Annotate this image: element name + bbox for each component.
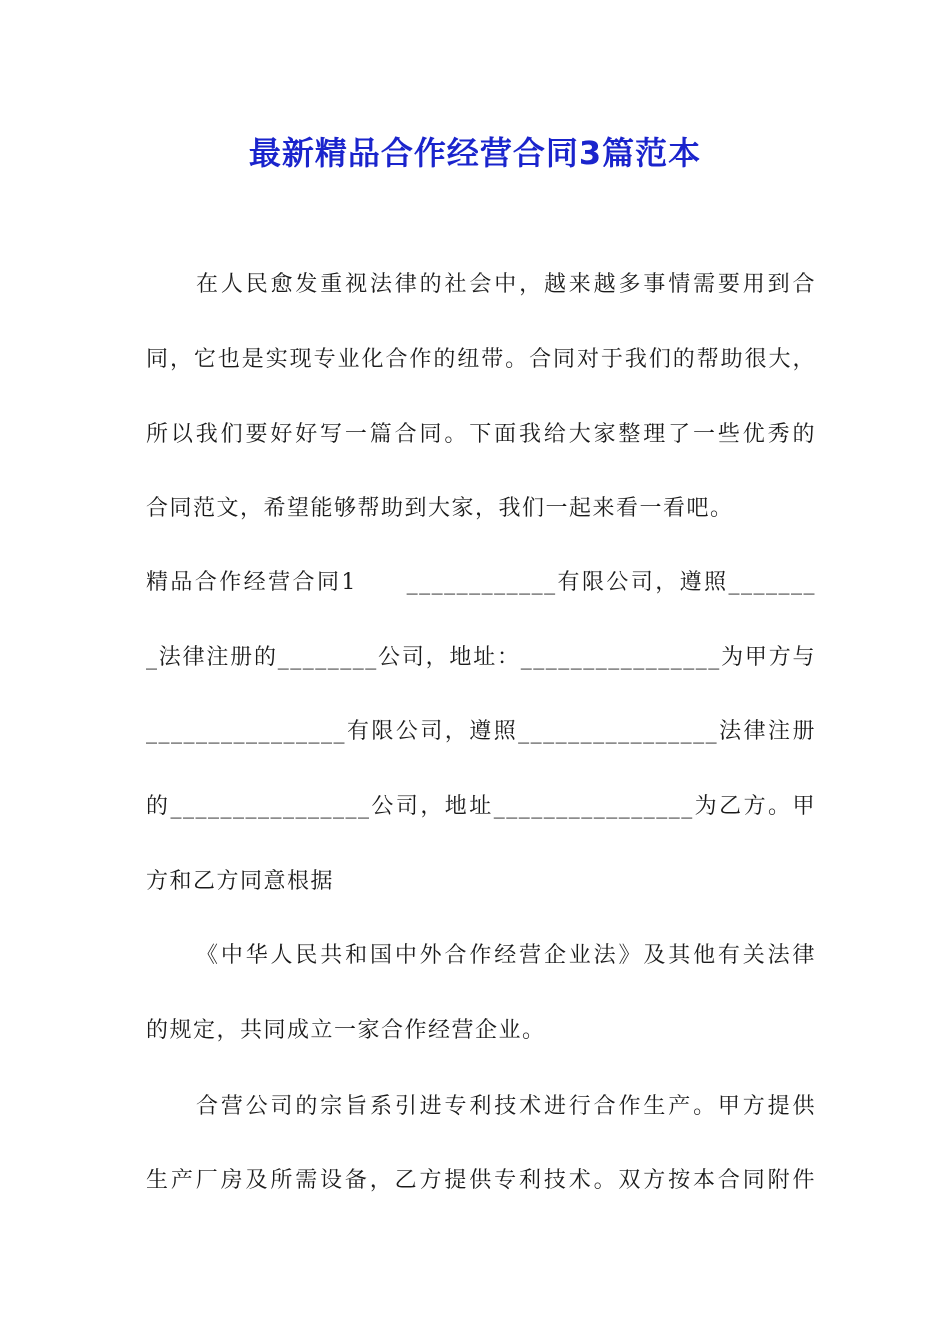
paragraph-line: 的________________公司，地址________________为乙方。甲 [146, 794, 816, 819]
paragraph-line: 所以我们要好好写一篇合同。下面我给大家整理了一些优秀的 [146, 422, 816, 447]
document-title: 最新精品合作经营合同3篇范本 [248, 134, 702, 172]
paragraph-line: 的规定，共同成立一家合作经营企业。 [146, 1018, 546, 1043]
paragraph-line: 合同范文，希望能够帮助到大家，我们一起来看一看吧。 [146, 496, 734, 521]
paragraph-line: 合营公司的宗旨系引进专利技术进行合作生产。甲方提供 [196, 1094, 816, 1119]
paragraph-line: 精品合作经营合同1 ____________有限公司，遵照_______ [146, 570, 816, 595]
paragraph-line: 在人民愈发重视法律的社会中，越来越多事情需要用到合 [196, 272, 816, 297]
paragraph-line: 方和乙方同意根据 [146, 869, 335, 894]
paragraph-line: 《中华人民共和国中外合作经营企业法》及其他有关法律 [196, 943, 816, 968]
paragraph-line: ________________有限公司，遵照________________法律注册 [146, 719, 816, 744]
paragraph-line: 同，它也是实现专业化合作的纽带。合同对于我们的帮助很大， [146, 347, 816, 372]
paragraph-line: 生产厂房及所需设备，乙方提供专利技术。双方按本合同附件 [146, 1168, 816, 1193]
paragraph-line: _法律注册的________公司，地址：________________为甲方与 [146, 645, 816, 670]
